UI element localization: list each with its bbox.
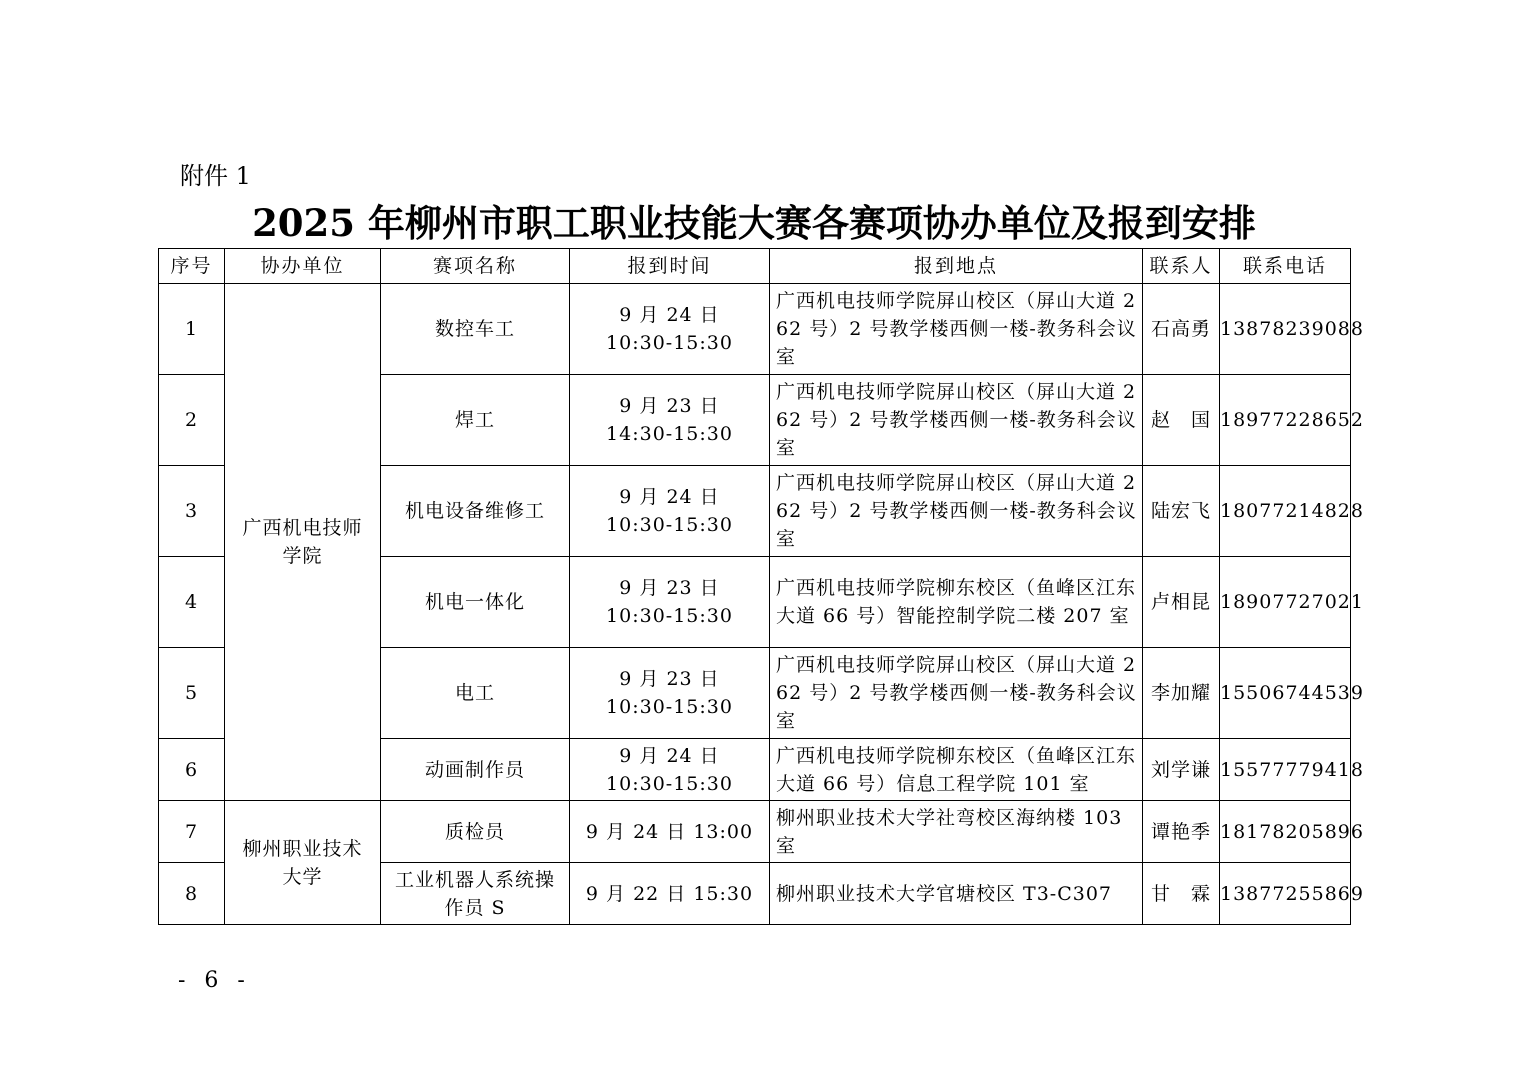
row-contact: 赵 国: [1143, 375, 1220, 466]
row-phone: 13877255869: [1220, 863, 1351, 925]
row-time: 9 月 24 日 10:30-15:30: [570, 284, 770, 375]
header-no: 序号: [159, 249, 225, 284]
attachment-label: 附件 1: [180, 162, 251, 190]
row-no: 8: [159, 863, 225, 925]
schedule-table: [158, 248, 1364, 925]
table-row: [159, 801, 1351, 863]
row-phone: 18907727021: [1220, 557, 1351, 648]
row-time: 9 月 24 日 10:30-15:30: [570, 739, 770, 801]
row-phone: 18178205896: [1220, 801, 1351, 863]
row-phone: 15506744539: [1220, 648, 1351, 739]
row-no: 4: [159, 557, 225, 648]
row-event: 质检员: [381, 801, 570, 863]
row-phone: 18977228652: [1220, 375, 1351, 466]
row-no: 6: [159, 739, 225, 801]
header-event: 赛项名称: [381, 249, 570, 284]
row-location: 广西机电技师学院屏山校区（屏山大道 262 号）2 号教学楼西侧一楼-教务科会议室: [770, 466, 1143, 557]
row-event: 电工: [381, 648, 570, 739]
row-event: 数控车工: [381, 284, 570, 375]
row-contact: 甘 霖: [1143, 863, 1220, 925]
header-phone: 联系电话: [1220, 249, 1351, 284]
row-no: 2: [159, 375, 225, 466]
row-time: 9 月 23 日 10:30-15:30: [570, 648, 770, 739]
row-phone: 13878239088: [1220, 284, 1351, 375]
row-location: 广西机电技师学院柳东校区（鱼峰区江东大道 66 号）智能控制学院二楼 207 室: [770, 557, 1143, 648]
row-no: 3: [159, 466, 225, 557]
row-time: 9 月 23 日 14:30-15:30: [570, 375, 770, 466]
row-phone: 18077214828: [1220, 466, 1351, 557]
row-contact: 谭艳季: [1143, 801, 1220, 863]
row-time: 9 月 23 日 10:30-15:30: [570, 557, 770, 648]
organizer-cell: 柳州职业技术 大学: [225, 801, 381, 925]
row-event: 机电设备维修工: [381, 466, 570, 557]
row-no: 5: [159, 648, 225, 739]
row-contact: 石高勇: [1143, 284, 1220, 375]
row-contact: 卢相昆: [1143, 557, 1220, 648]
row-time: 9 月 24 日 13:00: [570, 801, 770, 863]
row-location: 广西机电技师学院屏山校区（屏山大道 262 号）2 号教学楼西侧一楼-教务科会议室: [770, 648, 1143, 739]
row-contact: 陆宏飞: [1143, 466, 1220, 557]
organizer-cell: 广西机电技师 学院: [225, 284, 381, 801]
row-contact: 李加耀: [1143, 648, 1220, 739]
header-time: 报到时间: [570, 249, 770, 284]
row-event: 动画制作员: [381, 739, 570, 801]
row-time: 9 月 22 日 15:30: [570, 863, 770, 925]
row-phone: 15577779418: [1220, 739, 1351, 801]
table-row: [159, 284, 1351, 375]
row-event: 机电一体化: [381, 557, 570, 648]
row-location: 广西机电技师学院柳东校区（鱼峰区江东大道 66 号）信息工程学院 101 室: [770, 739, 1143, 801]
row-no: 7: [159, 801, 225, 863]
header-location: 报到地点: [770, 249, 1143, 284]
row-time: 9 月 24 日 10:30-15:30: [570, 466, 770, 557]
row-location: 广西机电技师学院屏山校区（屏山大道 262 号）2 号教学楼西侧一楼-教务科会议室: [770, 375, 1143, 466]
row-location: 柳州职业技术大学社弯校区海纳楼 103 室: [770, 801, 1143, 863]
header-contact: 联系人: [1143, 249, 1220, 284]
row-location: 广西机电技师学院屏山校区（屏山大道 262 号）2 号教学楼西侧一楼-教务科会议室: [770, 284, 1143, 375]
row-contact: 刘学谦: [1143, 739, 1220, 801]
row-location: 柳州职业技术大学官塘校区 T3-C307: [770, 863, 1143, 925]
document-title: 2025 年柳州市职工职业技能大赛各赛项协办单位及报到安排: [252, 201, 1256, 245]
row-event: 工业机器人系统操作员 S: [381, 863, 570, 925]
table-header-row: [159, 249, 1351, 284]
header-organizer: 协办单位: [225, 249, 381, 284]
page-number: - 6 -: [178, 968, 251, 993]
row-event: 焊工: [381, 375, 570, 466]
row-no: 1: [159, 284, 225, 375]
